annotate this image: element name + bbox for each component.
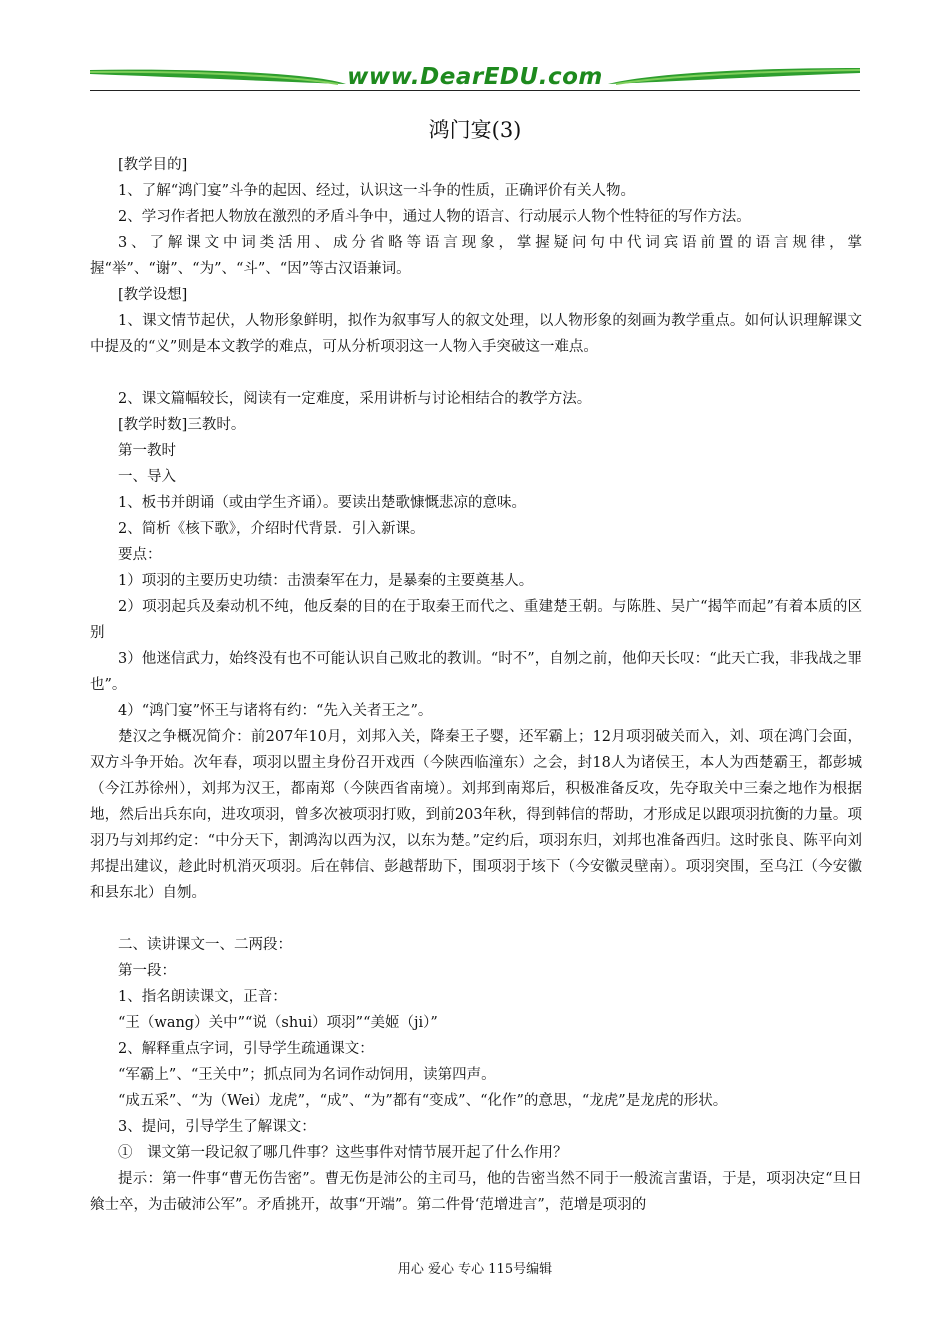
brand-suffix: .com [538,64,603,90]
paragraph: 2、简析《核下歌》，介绍时代背景．引入新课。 [118,521,425,537]
paragraph: [教学设想] [118,287,188,303]
paragraph: 1）项羽的主要历史功绩：击溃秦军在力，是暴秦的主要奠基人。 [118,573,534,589]
paragraph: 2）项羽起兵及秦动机不纯，他反秦的目的在于取秦王而代之、重建楚王朝。与陈胜、吴广“揭竿而起”有着本质的区别 [90,599,862,641]
paragraph: 第一教时 [118,443,176,459]
paragraph: 2、解释重点字词，引导学生疏通课文： [118,1041,374,1057]
paragraph: “成五采”、“为（Wei）龙虎”，“成”、“为”都有“变成”、“化作”的意思，“龙虎”是龙虎的形状。 [118,1093,728,1109]
paragraph: 3、提问，引导学生了解课文： [118,1119,316,1135]
paragraph: 1、了解“鸿门宴”斗争的起因、经过，认识这一斗争的性质，正确评价有关人物。 [118,183,636,199]
paragraph: 要点： [118,547,162,563]
page-footer: 用心 爱心 专心 115号编辑 [397,1262,553,1277]
brand-prefix: www.Dear [347,64,484,90]
paragraph: “王（wang）关中”“说（shui）项羽”“美姬（ji）” [118,1015,438,1031]
paragraph: 1、课文情节起伏，人物形象鲜明，拟作为叙事写人的叙文处理，以人物形象的刻画为教学重点。如何认识理解课文中提及的“义”则是本文教学的难点，可从分析项羽这一人物入手突破这一难点。 [90,313,862,355]
paragraph: 3）他迷信武力，始终没有也不可能认识自己败北的教训。“时不”，自刎之前，他仰天长叹：“此天亡我，非我战之罪也”。 [90,651,862,693]
paragraph: 一、导入 [118,469,176,485]
blank-line [90,360,862,386]
paragraph: [教学目的] [118,157,188,173]
paragraph: 1、指名朗读课文，正音： [118,989,287,1005]
paragraph: 2、学习作者把人物放在激烈的矛盾斗争中，通过人物的语言、行动展示人物个性特征的写作方法。 [118,209,751,225]
paragraph: 2、课文篇幅较长，阅读有一定难度，采用讲析与讨论相结合的教学方法。 [118,391,592,407]
paragraph: 第一段： [118,963,176,979]
site-logo-text [88,64,862,90]
document-body [90,152,862,1218]
blank-line [90,906,862,932]
header-divider [90,90,860,91]
paragraph: “军霸上”、“王关中”；抓点同为名词作动饲用，读第四声。 [118,1067,496,1083]
paragraph: [教学时数]三教时。 [118,417,246,433]
paragraph: ① 课文第一段记叙了哪几件事？这些事件对情节展开起了什么作用？ [118,1145,568,1161]
paragraph: 3、了解课文中词类活用、成分省略等语言现象，掌握疑问句中代词宾语前置的语言规律，掌握“举”、“谢”、“为”、“斗”、“因”等古汉语兼词。 [90,235,862,277]
paragraph: 二、读讲课文一、二两段： [118,937,292,953]
paragraph: 楚汉之争概况简介：前207年10月，刘邦入关，降秦王子婴，还军霸上；12月项羽破关而入，刘、项在鸿门会面，双方斗争开始。次年春，项羽以盟主身份召开戏西（今陕西临潼东）之会，封18人为诸侯王，本人为西楚霸王，都彭城（今江苏徐州），刘邦为汉王，都南郑（今陕西省南境）。刘邦到南郑后，积极准备反攻，先夺取关中三秦之地作为根据地，然后出兵东向，进攻项羽，曾多次被项羽打败，到前203年秋，得到韩信的帮助，才形成足以跟项羽抗衡的力量。项羽乃与刘邦约定：“中分天下，割鸿沟以西为汉，以东为楚。”定约后，项羽东归，刘邦也准备西归。这时张良、陈平向刘邦提出建议，趁此时机消灭项羽。后在韩信、彭越帮助下，围项羽于垓下（今安徽灵壁南）。项羽突围，至乌江（今安徽和县东北）自刎。 [90,729,862,901]
page-title: 鸿门宴(3) [428,118,522,142]
site-banner [88,58,862,98]
paragraph: 1、板书并朗诵（或由学生齐诵）。要读出楚歌慷慨悲凉的意味。 [118,495,526,511]
brand-mid: EDU [483,64,539,90]
paragraph: 提示：第一件事“曹无伤告密”。曹无伤是沛公的主司马，他的告密当然不同于一般流言蜚语，于是，项羽决定“旦日飨士卒，为击破沛公军”。矛盾挑开，故事“开端”。第二件骨‘范增进言”，范增是项羽的 [90,1171,862,1213]
paragraph: 4）“鸿门宴”怀王与诸将有约：“先入关者王之”。 [118,703,433,719]
